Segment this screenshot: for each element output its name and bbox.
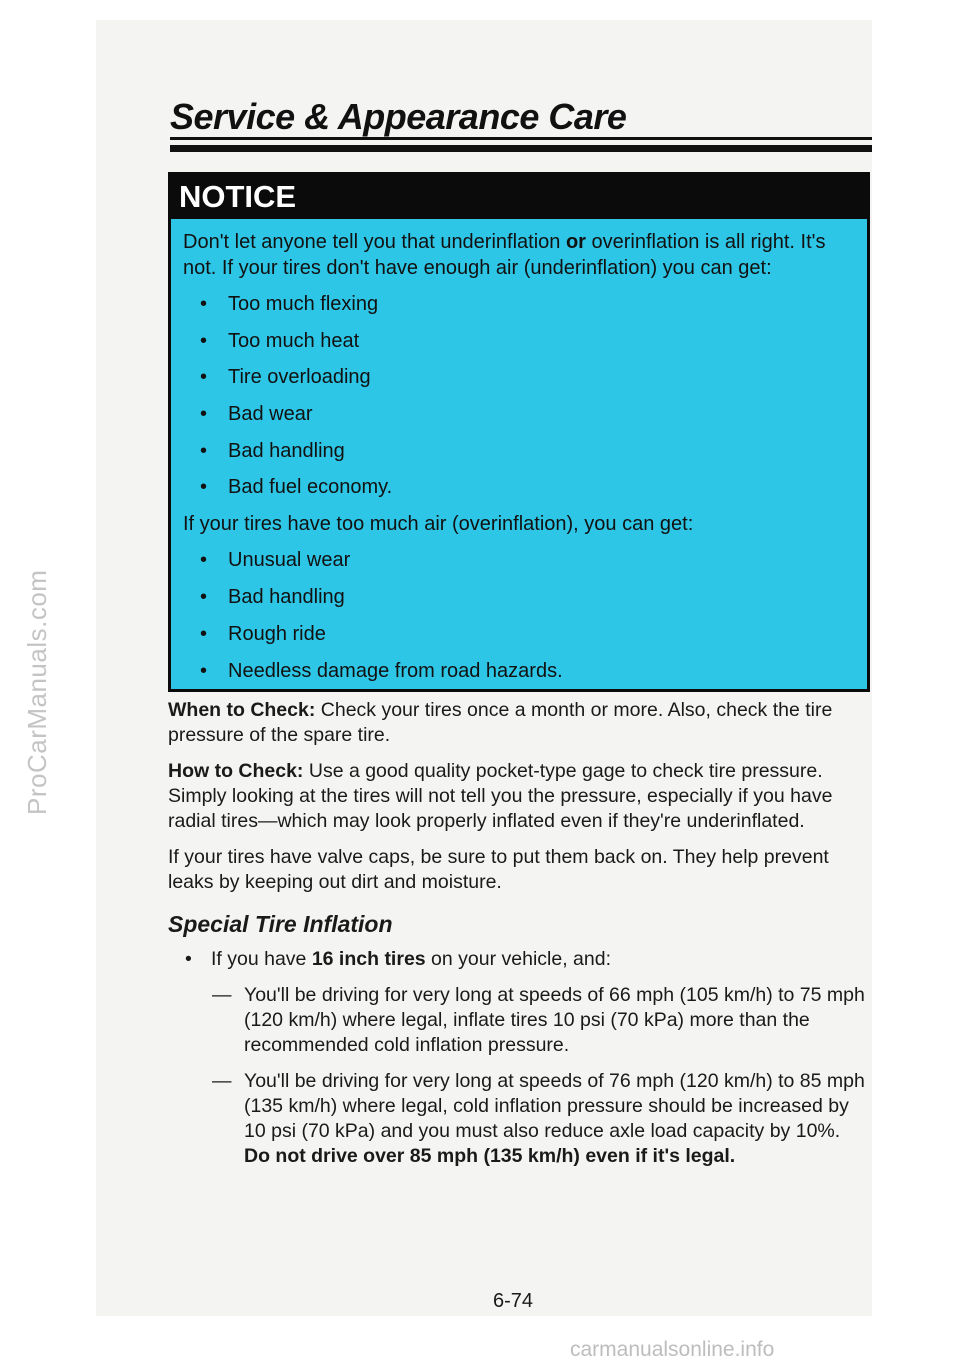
list-item: • Bad handling [183, 584, 849, 610]
page-number: 6-74 [492, 1290, 534, 1312]
main-content [168, 698, 868, 1180]
when-to-check-label: When to Check: [168, 699, 316, 721]
side-watermark: ProCarManuals.com [22, 569, 52, 815]
valve-caps-paragraph: If your tires have valve caps, be sure to put them back on. They help prevent leaks by keeping out dirt and moisture. [168, 846, 829, 893]
title-rule-thick [170, 145, 872, 152]
sixteen-inch-bullet: • If you have 16 inch tires on your vehicle, and: [168, 947, 868, 972]
list-item: • Rough ride [183, 621, 849, 647]
list-item: • Bad wear [183, 401, 849, 427]
list-item: • Too much heat [183, 328, 849, 354]
title-rule-thin [170, 137, 872, 140]
list-item: • Unusual wear [183, 547, 849, 573]
when-to-check-paragraph: When to Check: Check your tires once a month or more. Also, check the tire pressure of the spare tire. [168, 699, 833, 746]
dash-item-2: — You'll be driving for very long at speeds of 76 mph (120 km/h) to 85 mph (135 km/h) where legal, cold inflation pressure should be increased by 10 psi (70 kPa) and you must also reduce axle load capacity by 10%. Do not drive over 85 mph (135 km/h) even if it's legal. [168, 1069, 868, 1169]
notice-intro: Don't let anyone tell you that underinflation or overinflation is all right. It's not. If your tires don't have enough air (underinflation) you can get: [183, 231, 826, 279]
list-item: • Bad handling [183, 438, 849, 464]
section-heading: Special Tire Inflation [168, 911, 393, 937]
notice-label: NOTICE [171, 175, 867, 219]
notice-body [171, 219, 867, 684]
sixteen-inch-bold: 16 inch tires [311, 948, 426, 970]
bottom-watermark: carmanualsonline.info [570, 1338, 775, 1361]
underinflation-list [183, 291, 849, 500]
page-title: Service & Appearance Care [170, 96, 627, 137]
overinflation-intro: If your tires have too much air (overinflation), you can get: [183, 513, 694, 536]
overinflation-list [183, 547, 849, 683]
list-item: • Too much flexing [183, 291, 849, 317]
list-item: • Tire overloading [183, 364, 849, 390]
notice-box [168, 172, 870, 692]
how-to-check-paragraph: How to Check: Use a good quality pocket-type gage to check tire pressure. Simply looking at the tires will not tell you the pressure, especially if you have radial tires—which may look properly inflated even if they're underinflated. [168, 760, 833, 832]
notice-intro-bold: or [565, 231, 586, 253]
how-to-check-label: How to Check: [168, 760, 304, 782]
dash-item-2-warning: Do not drive over 85 mph (135 km/h) even if it's legal. [244, 1145, 736, 1167]
list-item: • Bad fuel economy. [183, 474, 849, 500]
dash-item-1: — You'll be driving for very long at speeds of 66 mph (105 km/h) to 75 mph (120 km/h) where legal, inflate tires 10 psi (70 kPa) more than the recommended cold inflation pressure. [168, 983, 868, 1058]
list-item: • Needless damage from road hazards. [183, 658, 849, 684]
